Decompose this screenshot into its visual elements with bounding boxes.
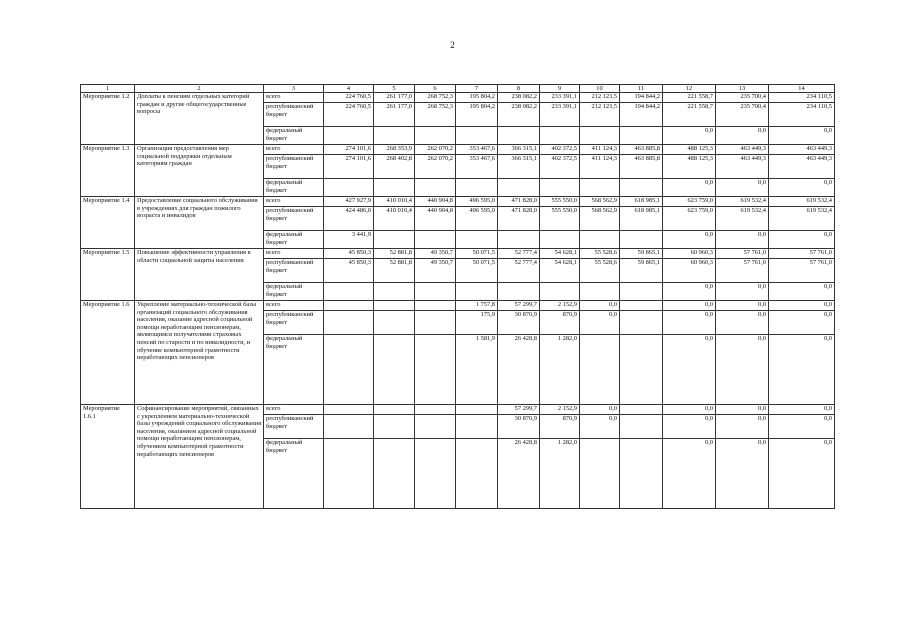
value-cell: 619 532,4 bbox=[769, 207, 835, 231]
value-cell: 235 700,4 bbox=[716, 93, 769, 103]
value-cell: 45 850,3 bbox=[324, 259, 374, 283]
value-cell: 870,9 bbox=[540, 311, 580, 335]
value-cell: 268 752,3 bbox=[415, 93, 456, 103]
header-cell: 12 bbox=[663, 85, 716, 93]
table-row bbox=[81, 249, 835, 259]
value-cell: 619 532,4 bbox=[716, 207, 769, 231]
value-cell: 0,0 bbox=[769, 405, 835, 415]
value-cell bbox=[620, 301, 663, 311]
value-cell bbox=[580, 179, 620, 197]
value-cell: 195 804,2 bbox=[456, 103, 498, 127]
value-cell: 60 960,3 bbox=[663, 249, 716, 259]
value-cell bbox=[540, 127, 580, 145]
value-cell: 0,0 bbox=[663, 405, 716, 415]
value-cell: 194 844,2 bbox=[620, 93, 663, 103]
funding-source: республиканский бюджет bbox=[264, 311, 324, 335]
value-cell bbox=[374, 439, 415, 509]
value-cell bbox=[324, 311, 374, 335]
value-cell bbox=[580, 283, 620, 301]
value-cell: 268 752,3 bbox=[415, 103, 456, 127]
table-row bbox=[81, 93, 835, 103]
value-cell: 262 070,2 bbox=[415, 155, 456, 179]
value-cell: 45 850,3 bbox=[324, 249, 374, 259]
value-cell: 0,0 bbox=[580, 311, 620, 335]
funding-source: всего bbox=[264, 301, 324, 311]
value-cell: 234 110,5 bbox=[769, 103, 835, 127]
value-cell bbox=[374, 179, 415, 197]
value-cell: 463 885,8 bbox=[620, 155, 663, 179]
value-cell bbox=[580, 439, 620, 509]
value-cell: 268 402,8 bbox=[374, 155, 415, 179]
value-cell: 1 581,9 bbox=[456, 335, 498, 405]
value-cell: 1 282,0 bbox=[540, 439, 580, 509]
value-cell bbox=[415, 405, 456, 415]
value-cell: 60 960,3 bbox=[663, 259, 716, 283]
value-cell bbox=[324, 439, 374, 509]
value-cell: 0,0 bbox=[769, 179, 835, 197]
measure-code: Мероприятие 1.4 bbox=[81, 197, 135, 249]
measure-name: Софинансирование мероприятий, связанных с укреплением материально-технической базы учреждений социального обслуживания населения, оказанием адресной социальной помощи неработающим пенсионерам, обучением компьютерной грамотности неработающих пенсионеров bbox=[135, 405, 264, 509]
header-cell: 10 bbox=[580, 85, 620, 93]
value-cell bbox=[498, 127, 540, 145]
budget-table bbox=[80, 84, 835, 509]
value-cell: 57 761,0 bbox=[716, 249, 769, 259]
value-cell: 234 110,5 bbox=[769, 93, 835, 103]
value-cell: 618 985,1 bbox=[620, 207, 663, 231]
header-cell: 3 bbox=[264, 85, 324, 93]
funding-source: федеральный бюджет bbox=[264, 231, 324, 249]
value-cell: 57 299,7 bbox=[498, 405, 540, 415]
value-cell bbox=[374, 231, 415, 249]
value-cell: 30 870,9 bbox=[498, 415, 540, 439]
value-cell: 175,9 bbox=[456, 311, 498, 335]
value-cell: 212 123,5 bbox=[580, 103, 620, 127]
measure-name: Повышение эффективности управления в области социальной защиты населения bbox=[135, 249, 264, 301]
header-cell: 1 bbox=[81, 85, 135, 93]
value-cell bbox=[620, 335, 663, 405]
value-cell bbox=[540, 231, 580, 249]
value-cell: 870,9 bbox=[540, 415, 580, 439]
value-cell bbox=[456, 231, 498, 249]
value-cell: 194 844,2 bbox=[620, 103, 663, 127]
value-cell: 59 865,1 bbox=[620, 249, 663, 259]
value-cell bbox=[324, 405, 374, 415]
value-cell: 402 372,5 bbox=[540, 155, 580, 179]
value-cell: 195 804,2 bbox=[456, 93, 498, 103]
value-cell bbox=[415, 283, 456, 301]
value-cell: 268 353,9 bbox=[374, 145, 415, 155]
header-cell: 5 bbox=[374, 85, 415, 93]
table-row bbox=[81, 197, 835, 207]
value-cell: 59 865,1 bbox=[620, 259, 663, 283]
measure-name: Организация предоставления мер социальной поддержки отдельным категориям граждан bbox=[135, 145, 264, 197]
value-cell: 233 391,1 bbox=[540, 93, 580, 103]
value-cell: 221 558,7 bbox=[663, 93, 716, 103]
value-cell bbox=[456, 415, 498, 439]
funding-source: всего bbox=[264, 197, 324, 207]
value-cell: 224 760,5 bbox=[324, 93, 374, 103]
value-cell bbox=[374, 405, 415, 415]
value-cell: 52 777,4 bbox=[498, 249, 540, 259]
value-cell bbox=[580, 231, 620, 249]
value-cell bbox=[374, 415, 415, 439]
value-cell: 0,0 bbox=[769, 231, 835, 249]
value-cell: 427 927,9 bbox=[324, 197, 374, 207]
value-cell bbox=[456, 127, 498, 145]
value-cell: 353 467,6 bbox=[456, 145, 498, 155]
value-cell bbox=[456, 405, 498, 415]
value-cell: 261 177,0 bbox=[374, 103, 415, 127]
value-cell: 55 528,6 bbox=[580, 249, 620, 259]
value-cell: 0,0 bbox=[663, 439, 716, 509]
value-cell: 0,0 bbox=[769, 335, 835, 405]
table-row bbox=[81, 301, 835, 311]
value-cell: 50 071,5 bbox=[456, 249, 498, 259]
value-cell: 471 828,0 bbox=[498, 207, 540, 231]
funding-source: всего bbox=[264, 93, 324, 103]
value-cell: 54 628,1 bbox=[540, 259, 580, 283]
header-cell: 14 bbox=[769, 85, 835, 93]
value-cell: 2 152,9 bbox=[540, 301, 580, 311]
value-cell: 463 449,3 bbox=[769, 155, 835, 179]
value-cell: 411 124,3 bbox=[580, 155, 620, 179]
funding-source: федеральный бюджет bbox=[264, 179, 324, 197]
value-cell: 0,0 bbox=[769, 283, 835, 301]
value-cell: 366 315,1 bbox=[498, 145, 540, 155]
value-cell: 261 177,0 bbox=[374, 93, 415, 103]
value-cell: 262 070,2 bbox=[415, 145, 456, 155]
value-cell: 30 870,9 bbox=[498, 311, 540, 335]
funding-source: федеральный бюджет bbox=[264, 283, 324, 301]
funding-source: федеральный бюджет bbox=[264, 335, 324, 405]
measure-code: Мероприятие 1.6 bbox=[81, 301, 135, 405]
value-cell bbox=[580, 127, 620, 145]
value-cell bbox=[374, 283, 415, 301]
value-cell: 0,0 bbox=[716, 283, 769, 301]
value-cell: 1 282,0 bbox=[540, 335, 580, 405]
value-cell bbox=[620, 439, 663, 509]
value-cell: 0,0 bbox=[716, 439, 769, 509]
value-cell bbox=[324, 415, 374, 439]
value-cell: 0,0 bbox=[663, 283, 716, 301]
value-cell: 440 904,8 bbox=[415, 207, 456, 231]
value-cell: 0,0 bbox=[580, 405, 620, 415]
value-cell: 555 550,0 bbox=[540, 207, 580, 231]
value-cell: 410 010,4 bbox=[374, 197, 415, 207]
value-cell: 463 449,3 bbox=[716, 155, 769, 179]
value-cell bbox=[498, 231, 540, 249]
funding-source: всего bbox=[264, 145, 324, 155]
value-cell: 55 528,6 bbox=[580, 259, 620, 283]
value-cell: 0,0 bbox=[716, 127, 769, 145]
value-cell: 0,0 bbox=[769, 301, 835, 311]
measure-code: Мероприятие 1.3 bbox=[81, 145, 135, 197]
measure-name: Предоставление социального обслуживания в учреждениях для граждан пожилого возраста и инвалидов bbox=[135, 197, 264, 249]
value-cell: 0,0 bbox=[769, 127, 835, 145]
value-cell: 26 428,8 bbox=[498, 335, 540, 405]
table-row bbox=[81, 405, 835, 415]
value-cell: 52 881,8 bbox=[374, 249, 415, 259]
value-cell: 233 391,1 bbox=[540, 103, 580, 127]
value-cell: 0,0 bbox=[716, 179, 769, 197]
value-cell: 0,0 bbox=[769, 439, 835, 509]
value-cell: 623 759,0 bbox=[663, 207, 716, 231]
funding-source: республиканский бюджет bbox=[264, 103, 324, 127]
table-row bbox=[81, 145, 835, 155]
value-cell: 496 595,0 bbox=[456, 207, 498, 231]
value-cell: 0,0 bbox=[663, 301, 716, 311]
value-cell bbox=[374, 127, 415, 145]
value-cell: 353 467,6 bbox=[456, 155, 498, 179]
value-cell: 221 558,7 bbox=[663, 103, 716, 127]
value-cell: 0,0 bbox=[716, 335, 769, 405]
value-cell: 555 550,0 bbox=[540, 197, 580, 207]
value-cell: 366 315,1 bbox=[498, 155, 540, 179]
value-cell bbox=[456, 439, 498, 509]
value-cell bbox=[620, 405, 663, 415]
value-cell: 0,0 bbox=[769, 415, 835, 439]
value-cell: 618 985,1 bbox=[620, 197, 663, 207]
value-cell: 623 759,0 bbox=[663, 197, 716, 207]
header-cell: 4 bbox=[324, 85, 374, 93]
value-cell bbox=[374, 335, 415, 405]
value-cell bbox=[374, 301, 415, 311]
funding-source: республиканский бюджет bbox=[264, 259, 324, 283]
value-cell: 0,0 bbox=[716, 405, 769, 415]
value-cell: 0,0 bbox=[663, 127, 716, 145]
value-cell bbox=[580, 335, 620, 405]
funding-source: республиканский бюджет bbox=[264, 207, 324, 231]
value-cell: 274 101,6 bbox=[324, 145, 374, 155]
value-cell bbox=[415, 415, 456, 439]
value-cell bbox=[324, 283, 374, 301]
header-cell: 13 bbox=[716, 85, 769, 93]
measure-name: Укрепление материально-технической базы организаций социального обслуживания населения, оказание адресной социальной помощи неработающим пенсионерам, являющимся получателями страховых пенсий по старости и по инвалидности, и обучение компьютерной грамотности неработающих пенсионеров bbox=[135, 301, 264, 405]
value-cell: 496 595,0 bbox=[456, 197, 498, 207]
value-cell: 57 299,7 bbox=[498, 301, 540, 311]
value-cell bbox=[456, 179, 498, 197]
value-cell bbox=[415, 301, 456, 311]
funding-source: федеральный бюджет bbox=[264, 127, 324, 145]
value-cell: 411 124,3 bbox=[580, 145, 620, 155]
value-cell: 0,0 bbox=[769, 311, 835, 335]
value-cell bbox=[415, 231, 456, 249]
measure-name: Доплаты к пенсиям отдельных категорий граждан и другие общегосударственные вопросы bbox=[135, 93, 264, 145]
value-cell bbox=[415, 439, 456, 509]
header-cell: 11 bbox=[620, 85, 663, 93]
value-cell: 619 532,4 bbox=[716, 197, 769, 207]
value-cell: 0,0 bbox=[663, 179, 716, 197]
value-cell: 0,0 bbox=[663, 415, 716, 439]
header-cell: 9 bbox=[540, 85, 580, 93]
value-cell: 49 350,7 bbox=[415, 249, 456, 259]
value-cell: 402 372,5 bbox=[540, 145, 580, 155]
value-cell: 0,0 bbox=[716, 301, 769, 311]
value-cell: 0,0 bbox=[580, 301, 620, 311]
value-cell bbox=[415, 179, 456, 197]
funding-source: республиканский бюджет bbox=[264, 155, 324, 179]
value-cell bbox=[620, 127, 663, 145]
value-cell bbox=[415, 335, 456, 405]
value-cell: 0,0 bbox=[716, 415, 769, 439]
value-cell: 488 125,3 bbox=[663, 155, 716, 179]
value-cell: 238 082,2 bbox=[498, 93, 540, 103]
value-cell: 274 101,6 bbox=[324, 155, 374, 179]
value-cell bbox=[498, 179, 540, 197]
funding-source: всего bbox=[264, 249, 324, 259]
value-cell: 568 562,9 bbox=[580, 197, 620, 207]
value-cell: 26 428,8 bbox=[498, 439, 540, 509]
header-cell: 2 bbox=[135, 85, 264, 93]
value-cell: 50 071,5 bbox=[456, 259, 498, 283]
value-cell: 410 010,4 bbox=[374, 207, 415, 231]
value-cell: 57 761,0 bbox=[769, 259, 835, 283]
value-cell: 0,0 bbox=[716, 311, 769, 335]
value-cell: 619 532,4 bbox=[769, 197, 835, 207]
value-cell: 0,0 bbox=[663, 231, 716, 249]
value-cell: 3 441,9 bbox=[324, 231, 374, 249]
value-cell: 0,0 bbox=[663, 335, 716, 405]
value-cell bbox=[324, 335, 374, 405]
value-cell: 235 700,4 bbox=[716, 103, 769, 127]
funding-source: федеральный бюджет bbox=[264, 439, 324, 509]
value-cell: 0,0 bbox=[716, 231, 769, 249]
header-cell: 6 bbox=[415, 85, 456, 93]
value-cell: 2 152,9 bbox=[540, 405, 580, 415]
value-cell: 224 760,5 bbox=[324, 103, 374, 127]
value-cell bbox=[374, 311, 415, 335]
funding-source: республиканский бюджет bbox=[264, 415, 324, 439]
value-cell bbox=[415, 127, 456, 145]
value-cell: 440 904,8 bbox=[415, 197, 456, 207]
value-cell bbox=[620, 311, 663, 335]
value-cell bbox=[324, 301, 374, 311]
funding-source: всего bbox=[264, 405, 324, 415]
page-number: 2 bbox=[450, 40, 455, 50]
value-cell: 49 350,7 bbox=[415, 259, 456, 283]
header-row bbox=[81, 85, 835, 93]
value-cell: 0,0 bbox=[580, 415, 620, 439]
value-cell: 471 828,0 bbox=[498, 197, 540, 207]
value-cell: 212 123,5 bbox=[580, 93, 620, 103]
value-cell: 488 125,3 bbox=[663, 145, 716, 155]
value-cell bbox=[498, 283, 540, 301]
value-cell bbox=[620, 283, 663, 301]
measure-code: Мероприятие 1.2 bbox=[81, 93, 135, 145]
value-cell: 568 562,9 bbox=[580, 207, 620, 231]
header-cell: 8 bbox=[498, 85, 540, 93]
value-cell bbox=[620, 179, 663, 197]
value-cell: 424 486,0 bbox=[324, 207, 374, 231]
value-cell bbox=[620, 231, 663, 249]
value-cell: 463 885,8 bbox=[620, 145, 663, 155]
measure-code: Мероприятие 1.6.1 bbox=[81, 405, 135, 509]
value-cell bbox=[620, 415, 663, 439]
value-cell bbox=[456, 283, 498, 301]
value-cell bbox=[540, 283, 580, 301]
value-cell: 54 628,1 bbox=[540, 249, 580, 259]
header-cell: 7 bbox=[456, 85, 498, 93]
value-cell: 52 881,8 bbox=[374, 259, 415, 283]
value-cell bbox=[324, 127, 374, 145]
measure-code: Мероприятие 1.5 bbox=[81, 249, 135, 301]
value-cell: 463 449,3 bbox=[716, 145, 769, 155]
value-cell: 1 757,8 bbox=[456, 301, 498, 311]
value-cell: 57 761,0 bbox=[769, 249, 835, 259]
value-cell bbox=[324, 179, 374, 197]
value-cell bbox=[415, 311, 456, 335]
value-cell: 57 761,0 bbox=[716, 259, 769, 283]
value-cell: 0,0 bbox=[663, 311, 716, 335]
value-cell: 52 777,4 bbox=[498, 259, 540, 283]
value-cell bbox=[540, 179, 580, 197]
value-cell: 463 449,3 bbox=[769, 145, 835, 155]
value-cell: 238 082,2 bbox=[498, 103, 540, 127]
